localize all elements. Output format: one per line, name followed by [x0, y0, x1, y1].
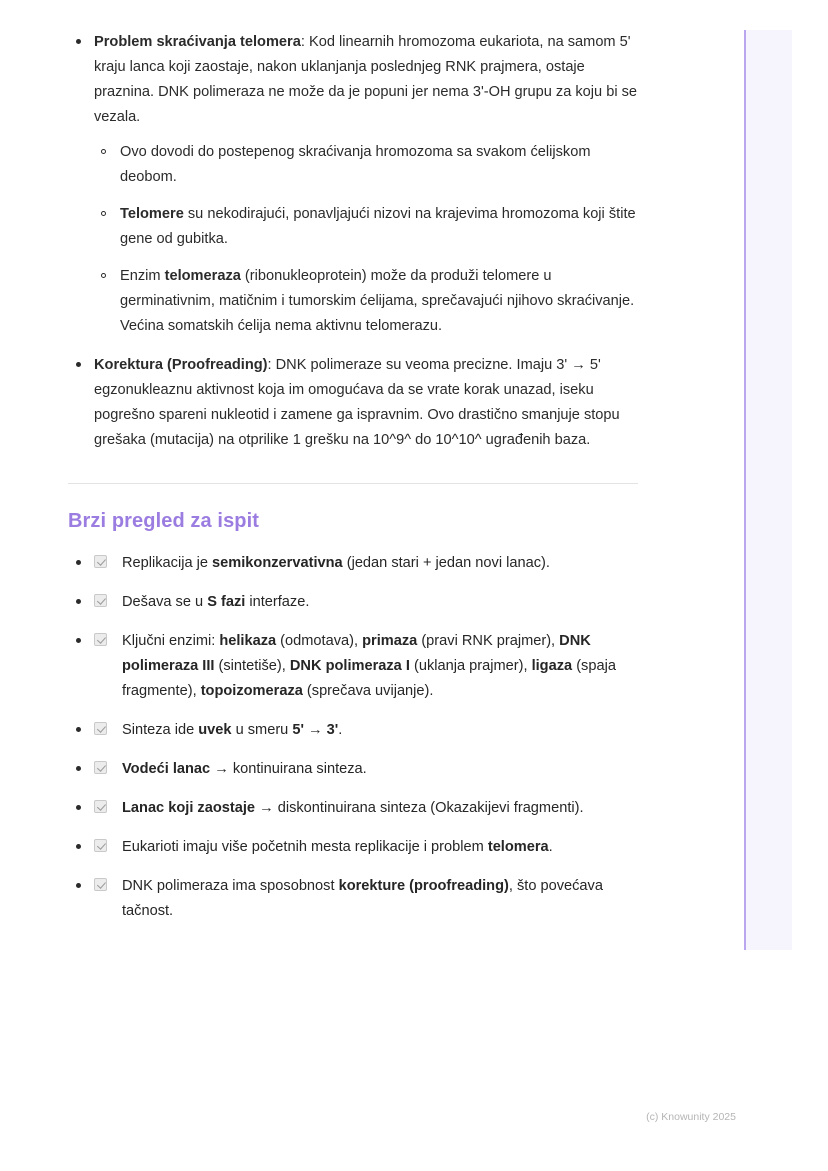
list-item-label: Ključni enzimi: helikaza (odmotava), primaza (pravi RNK prajmer), DNK polimeraza III (sintetiše), DNK polimeraza I (uklanja prajmer), ligaza (spaja fragmente), topoizomeraza (sprečava uvijanje). — [122, 633, 616, 699]
list-item-label: DNK polimeraza ima sposobnost korekture (proofreading), što povećava tačnost. — [122, 878, 603, 919]
list-item — [94, 140, 638, 190]
list-item-label: Eukarioti imaju više početnih mesta replikacije i problem telomera. — [122, 839, 553, 855]
bullet-circle-icon — [101, 273, 106, 278]
sub-bullet-rest: su nekodirajući, ponavljajući nizovi na krajevima hromozoma koji štite gene od gubitka. — [120, 206, 636, 247]
list-item — [68, 30, 638, 339]
sub-bullet-text: Ovo dovodi do postepenog skraćivanja hromozoma sa svakom ćelijskom deobom. — [120, 144, 591, 185]
top-bullet-list — [68, 30, 638, 453]
list-item — [94, 264, 638, 339]
list-item-label: Replikacija je semikonzervativna (jedan stari + jedan novi lanac). — [122, 555, 550, 571]
bullet-dot-icon — [76, 805, 81, 810]
document-content — [68, 30, 638, 938]
list-item — [68, 718, 638, 743]
checkbox-checked-icon[interactable] — [94, 761, 107, 774]
list-item-label: Dešava se u S fazi interfaze. — [122, 594, 310, 610]
list-item-label: Vodeći lanac → kontinuirana sinteza. — [122, 761, 367, 777]
checkbox-checked-icon[interactable] — [94, 839, 107, 852]
bullet-lead: Problem skraćivanja telomera — [94, 34, 301, 50]
sub-bullet-lead: Telomere — [120, 206, 184, 222]
list-item-label: Sinteza ide uvek u smeru 5' → 3'. — [122, 722, 343, 738]
list-item-label: Lanac koji zaostaje → diskontinuirana sinteza (Okazakijevi fragmenti). — [122, 800, 584, 816]
sub-bullet-list — [94, 140, 638, 339]
sub-bullet-text — [120, 206, 636, 247]
checkbox-checked-icon[interactable] — [94, 555, 107, 568]
checkbox-checked-icon[interactable] — [94, 800, 107, 813]
section-divider — [68, 483, 638, 484]
bullet-text — [94, 357, 620, 448]
bullet-dot-icon — [76, 638, 81, 643]
bullet-text — [94, 34, 637, 125]
bullet-dot-icon — [76, 362, 81, 367]
copyright-footer: (c) Knowunity 2025 — [646, 1111, 736, 1123]
bullet-circle-icon — [101, 211, 106, 216]
bullet-dot-icon — [76, 560, 81, 565]
bullet-dot-icon — [76, 883, 81, 888]
list-item — [68, 796, 638, 821]
list-item — [68, 629, 638, 704]
bullet-rest: : Kod linearnih hromozoma eukariota, na samom 5' kraju lanca koji zaostaje, nakon uklanjanja poslednjeg RNK prajmera, ostaje praznina. DNK polimeraza ne može da je popuni jer nema 3'-OH grupu za koju bi se vezala. — [94, 34, 638, 125]
bullet-dot-icon — [76, 766, 81, 771]
checkbox-checked-icon[interactable] — [94, 722, 107, 735]
list-item — [68, 353, 638, 453]
list-item — [68, 551, 638, 576]
checkbox-checked-icon[interactable] — [94, 594, 107, 607]
bullet-circle-icon — [101, 149, 106, 154]
bullet-dot-icon — [76, 844, 81, 849]
list-item — [68, 874, 638, 924]
list-item — [68, 590, 638, 615]
exam-summary-list — [68, 551, 638, 924]
list-item — [68, 835, 638, 860]
sub-bullet-text: Enzim telomeraza (ribonukleoprotein) može da produži telomere u germinativnim, matičnim i tumorskim ćelijama, sprečavajući njihovo skraćivanje. Većina somatskih ćelija nema aktivnu telomerazu. — [120, 268, 635, 334]
bullet-dot-icon — [76, 599, 81, 604]
list-item — [68, 757, 638, 782]
bullet-lead: Korektura (Proofreading) — [94, 357, 268, 373]
bullet-dot-icon — [76, 727, 81, 732]
list-item — [94, 202, 638, 252]
bullet-rest: : DNK polimeraze su veoma precizne. Imaju 3' → 5' egzonukleaznu aktivnost koja im omogućava da se vrate korak unazad, iseku pogrešno spareni nukleotid i zamene ga ispravnim. Ovo drastično smanjuje stopu grešaka (mutacija) na otprilike 1 grešku na 10^9^ do 10^10^ ugrađenih baza. — [94, 357, 620, 448]
checkbox-checked-icon[interactable] — [94, 633, 107, 646]
checkbox-checked-icon[interactable] — [94, 878, 107, 891]
bullet-dot-icon — [76, 39, 81, 44]
page-side-rail — [744, 30, 792, 950]
page-title: Brzi pregled za ispit — [68, 510, 260, 532]
